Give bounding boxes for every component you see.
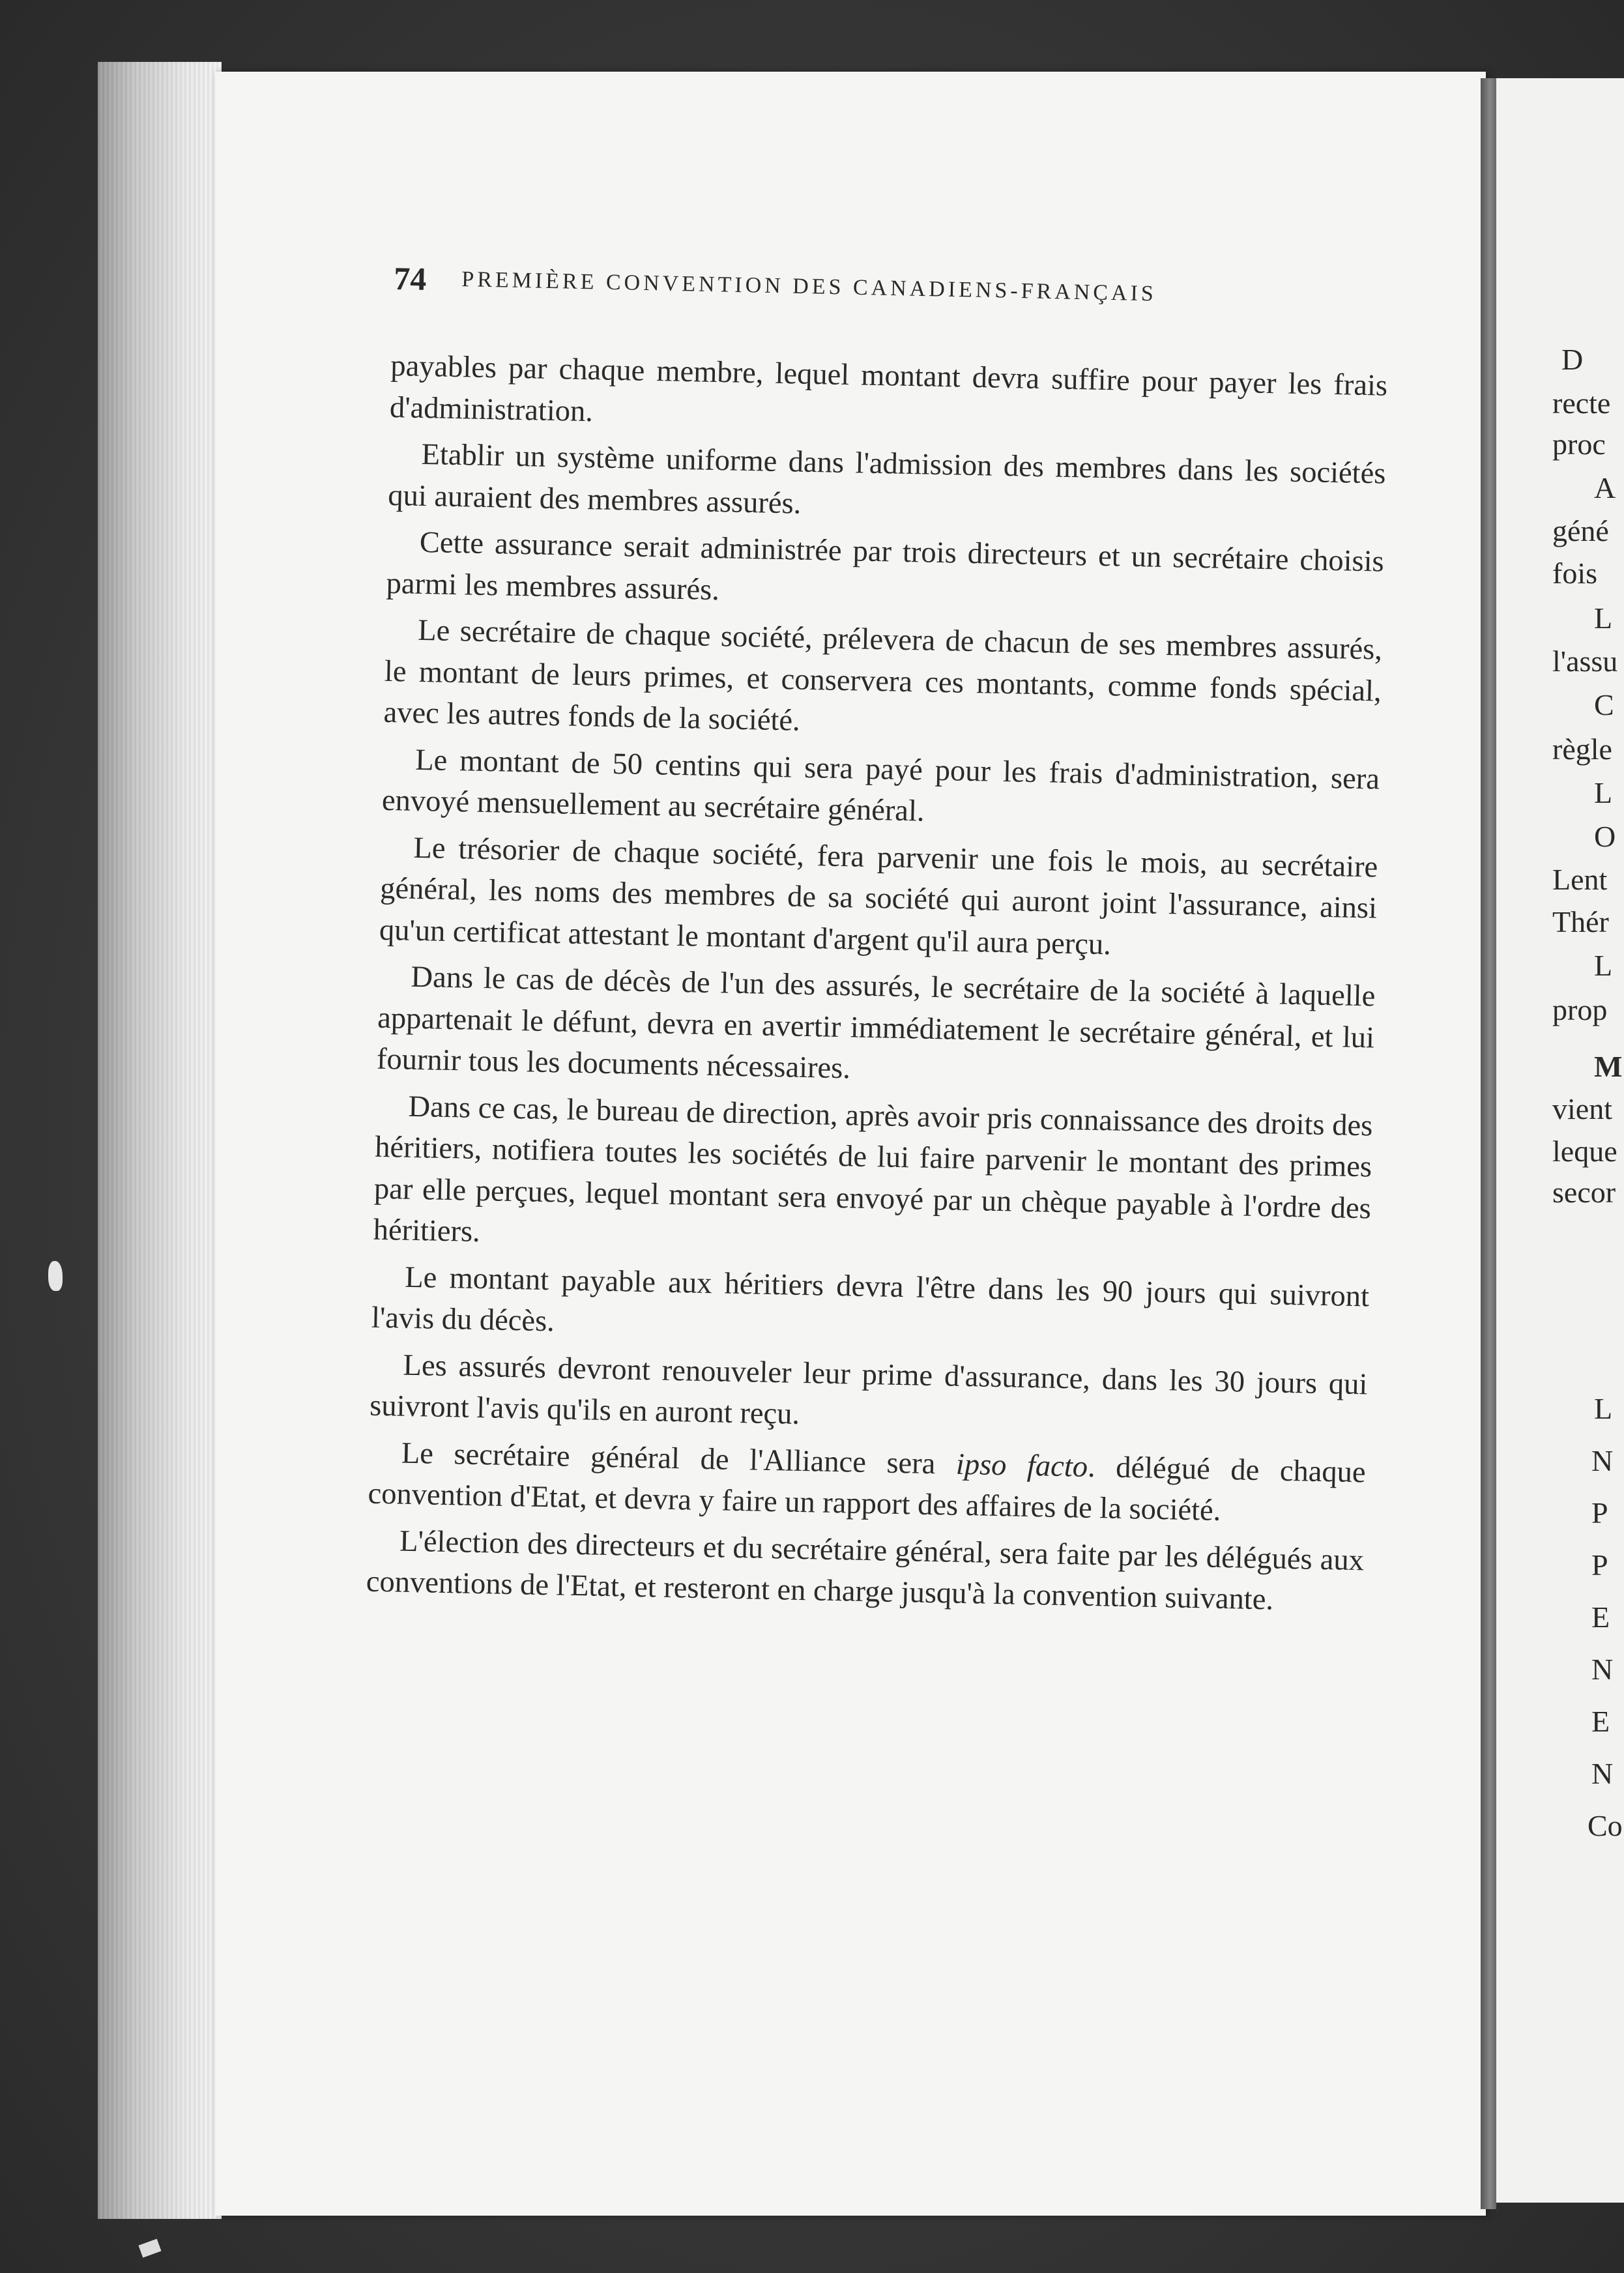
paragraph: Le montant de 50 centins qui sera payé pour les frais d'administration, sera envoyé mensuellement au secrétaire général. (381, 743, 1380, 828)
fragment: E (1591, 1600, 1610, 1634)
fragment: prop (1552, 993, 1608, 1026)
fragment: géné (1552, 514, 1609, 547)
fragment: N (1591, 1757, 1614, 1790)
paragraph: Le montant payable aux héritiers devra l'être dans les 90 jours qui suivront l'avis du décès. (371, 1260, 1370, 1339)
paragraph: Les assurés devront renouveler leur prime d'assurance, dans les 30 jours qui suivront l'avis qu'ils en auront reçu. (369, 1348, 1368, 1431)
italic-phrase: ipso facto (955, 1447, 1088, 1484)
fragment: E (1591, 1705, 1610, 1738)
fragment: Lent (1552, 863, 1608, 896)
paragraph: L'élection des directeurs et du secrétaire général, sera faite par les délégués aux conventions de l'Etat, et resteront en charge jusqu'à la convention suivante. (366, 1524, 1365, 1617)
fragment: D (1561, 343, 1584, 376)
page-number: 74 (393, 259, 427, 298)
paragraph: Etablir un système uniforme dans l'admission des membres dans les sociétés qui auraient des membres assurés. (387, 437, 1386, 521)
fragment: l'assu (1552, 644, 1618, 678)
fragment: fois (1552, 557, 1597, 590)
fragment: L (1594, 601, 1613, 635)
paragraph-text: Le secrétaire général de l'Alliance sera (401, 1436, 957, 1481)
right-page (1496, 78, 1624, 2203)
fragment: vient (1552, 1092, 1612, 1125)
fragment: P (1591, 1496, 1608, 1529)
scan-speck (48, 1261, 63, 1291)
paragraph-ipso-facto (368, 1432, 1366, 1535)
fragment: C (1594, 688, 1614, 721)
fragment: Co (1588, 1809, 1623, 1842)
fragment: règle (1552, 732, 1612, 766)
running-title: PREMIÈRE CONVENTION DES CANADIENS-FRANÇAIS (461, 267, 1157, 306)
paragraph: Cette assurance serait administrée par trois directeurs et un secrétaire choisis parmi les membres assurés. (386, 525, 1385, 607)
fragment: P (1591, 1548, 1608, 1582)
fragment: leque (1552, 1135, 1617, 1168)
fragment: N (1591, 1444, 1614, 1477)
fragment: L (1594, 949, 1613, 982)
book-gutter (1481, 78, 1496, 2209)
paragraph: Dans ce cas, le bureau de direction, après avoir pris connaissance des droits des héritiers, notifiera toutes les sociétés de lui faire parvenir le montant des primes par elle perçues, lequel montant sera envoyé par un chèque payable à l'ordre des héritiers. (373, 1090, 1373, 1249)
fragment: M (1594, 1050, 1623, 1083)
paragraph: Le trésorier de chaque société, fera parvenir une fois le mois, au secrétaire général, les noms des membres de sa société qui auront joint l'assurance, ainsi qu'un certificat attestant le montant d'argent qu'il aura perçu. (379, 831, 1378, 961)
fragment: recte (1552, 386, 1611, 420)
fragment: L (1594, 1392, 1613, 1425)
fragment: N (1591, 1653, 1614, 1686)
fragment: L (1594, 776, 1613, 809)
fragment: A (1594, 471, 1616, 504)
paragraph: Le secrétaire de chaque société, prélevera de chacun de ses membres assurés, le montant de leurs primes, et conservera ces montants, comme fonds spécial, avec les autres fonds de la société. (383, 613, 1383, 738)
body-text (366, 345, 1388, 1628)
fragment: Thér (1552, 905, 1609, 938)
paragraph-text: . délégué de chaque convention d'Etat, et devra y faire un rapport des affaires de la société. (368, 1450, 1367, 1527)
paragraph: payables par chaque membre, lequel montant devra suffire pour payer les frais d'administration. (389, 349, 1388, 428)
fragment: proc (1552, 427, 1606, 461)
page-stack-edge (98, 62, 222, 2219)
paragraph: Dans le cas de décès de l'un des assurés, le secrétaire de la société à laquelle appartenait le défunt, devra en avertir immédiatement le secrétaire général, et lui fournir tous les documents nécessaires. (376, 960, 1376, 1086)
fragment: O (1594, 820, 1616, 853)
fragment: secor (1552, 1176, 1616, 1209)
